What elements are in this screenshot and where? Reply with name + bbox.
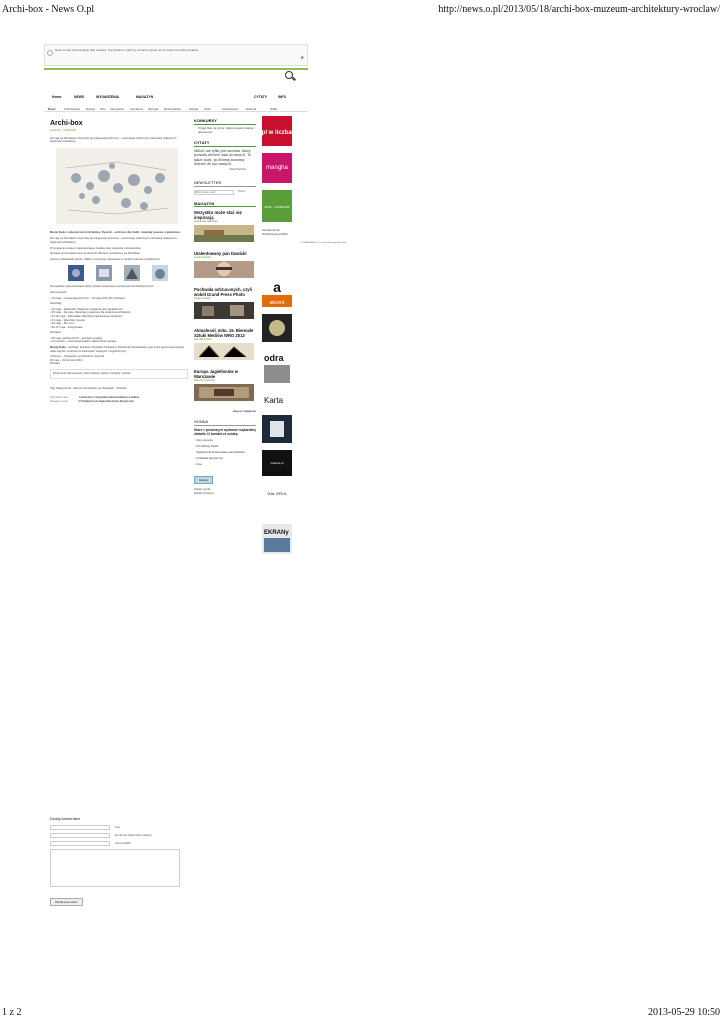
nav-magazyn[interactable]: MAGAZYN [136, 95, 154, 99]
comment-name-label: Imię [115, 826, 120, 829]
sonda-options [194, 438, 256, 466]
article-tags[interactable]: Tagi: Maciej Siuda · Muzeum Architektury we Wrocławiu · Wrocław [50, 386, 127, 390]
ad-ekran-text: EKRANy [264, 530, 289, 536]
article-photo [56, 148, 178, 224]
ad-green-banner[interactable] [262, 190, 292, 222]
ad-gal-text: GAL ERI A [267, 491, 287, 496]
nav-home[interactable]: Home [52, 95, 62, 99]
magazine-item-image[interactable] [194, 343, 254, 360]
magazine-item-author: Mateusz Trzebiński [194, 378, 215, 382]
magazine-item-author: Jacek Szulerski [194, 255, 211, 259]
magazine-item-author: Łukasz Cięślak [194, 296, 211, 300]
magazine-item-author: Aleksandra Jabłońska [194, 219, 218, 223]
konkursy-text[interactable]: Przyjęli blaty na stronę, zdjęcia projektu Gdańsk i gleę Europa [198, 127, 255, 134]
main-nav [44, 93, 308, 101]
middle-sidebar [194, 118, 256, 495]
quote-author: Józef Tischner [229, 168, 246, 171]
ad-odra-banner[interactable] [262, 349, 292, 385]
subnav-architektura[interactable]: Architektura [64, 107, 81, 111]
subnav-architektura-2[interactable]: Architektura [222, 107, 239, 111]
ad-kino-banner[interactable] [262, 314, 292, 342]
magazine-item-title[interactable]: Pochwała odrzuconych, czyli wokół Grand Press Photo [194, 286, 252, 297]
gallery-thumb[interactable] [96, 265, 112, 281]
sonda-results-link[interactable]: Zobacz wyniki [194, 488, 211, 492]
comment-form-title: Dodaj komentarz [50, 816, 81, 821]
sonda-option[interactable]: ○ Inne [194, 462, 256, 466]
comment-email-label: E-mail (do wiadomości redakcji) [115, 834, 152, 837]
sonda-option[interactable]: ○ Dni Wolnej Sztuki [194, 444, 256, 448]
subnav-film[interactable]: Film [100, 107, 106, 111]
ad-dark-banner[interactable] [262, 415, 292, 443]
ad-akcent-banner[interactable] [262, 277, 292, 307]
sonda-vote-button[interactable]: Głosuj [194, 476, 213, 484]
more-magazine-link[interactable]: więcej z magazynu [232, 409, 256, 413]
magazine-item-image[interactable] [194, 384, 254, 401]
magazine-item[interactable] [194, 251, 256, 287]
newsletter-input[interactable] [194, 190, 234, 195]
side-ad-text: © O.REKLAMY & Co. Lunch Sensory Spot Free [300, 242, 347, 244]
comment-form [50, 816, 190, 908]
magazine-item-author: Ewa Wilczyńska [194, 337, 212, 341]
subnav-literatura[interactable]: Literatura [130, 107, 143, 111]
gallery-thumb[interactable] [124, 265, 140, 281]
ad-green-text: 11/05 – 23/06/2015 [264, 205, 290, 209]
comment-www-field[interactable] [50, 841, 131, 846]
konkursy-title: KONKURSY [194, 118, 256, 125]
article-closing: Wydarzenie dla pracowni, szkół, kolekcji i galerii, produkcji i wystaw. [50, 369, 188, 379]
subnav-walki[interactable]: Walki [270, 107, 278, 111]
ad-akcent-text: akcent [269, 300, 285, 306]
magazine-item-title[interactable]: Wszystko może stać się inspiracją [194, 209, 242, 220]
prev-label: Poprzedni news [50, 396, 69, 400]
quote-text: Miłość nie tylko jest mostem, który pozwala dotrzeć nam do innych. To także most, po którym możemy dotrzeć do nas samych. [194, 149, 251, 166]
sonda-title: SONDA [194, 419, 256, 426]
ad-mangha-banner[interactable] [262, 153, 292, 183]
article-title: Archi-box [50, 120, 83, 127]
pdf-header-title: Archi-box - News O.pl [2, 4, 95, 15]
magazine-item-image[interactable] [194, 225, 254, 242]
subnav-design[interactable]: Design [86, 107, 96, 111]
cytaty-title: CYTATY [194, 140, 256, 147]
subnav-fotografia[interactable]: Fotografia [110, 107, 124, 111]
sonda-archive-link[interactable]: Zobacz archiwum [194, 491, 215, 495]
ad-culture-banner[interactable] [262, 450, 292, 476]
magazine-item[interactable] [194, 210, 256, 251]
article-body-2: Na wystawie zaprezentowano także projekty wyróżnione w konkursach architektonicznych. Harmonogram: • 18 maja – inauguracja Archi-box – 19 maja 2013 (Noc Muzeów) Warsztaty: • 19 maja – Zakamarki. Warsztaty projektowe dla najmłodszych • 25 maja – Na styku. Warsztaty projektowe dla studentów architektury • 20–22 maja – Mikroskala. Warsztat projektowania przestrzeni • 24 maja – Warsztaty rysunku • 26 maja – Box scen • 26–27 maja – Rozgrzewka Wystawa: • 28 maja, godzina 18.00 – wernisaż wystawy • 23 czerwca – prezentacja książki i zakończenie wystawy Maciej Siuda – architekt, absolwent Wydziału Architektury Politechniki Wrocławskiej, jego praca dyplomowa zdobyła wiele nagród i wyróżnień w konkursach krajowych i zagranicznych. Archi-box – Opowieści o architekturze. Rysunki 18 maja – 23 czerwca 2013 r. Wrocław [50, 285, 184, 366]
ad-odra-text: odra [264, 353, 284, 363]
next-link[interactable]: O Polakach w 2 etapie Electrolux Design Lab [78, 399, 134, 403]
subnav-nowe-media[interactable]: Nowe Media [164, 107, 181, 111]
article-nav [50, 396, 188, 403]
article-body: 18 maja we Wrocławiu rozpoczęły się inauguracje Archi-box – prezentacje cyklicznych prezentacji najlepszych dyplomów architektury. W programie wystawy zaprezentowane zostały prace studentów i absolwentów. Wystawa prezentowana jest w przestrzeni Muzeum Architektury we Wrocławiu. Autorzy przedstawili rysunki, makiety i koncepcje realizowane w ramach pracowni projektowych. [50, 237, 177, 261]
magazine-item-image[interactable] [194, 261, 254, 278]
comment-email-field[interactable] [50, 833, 152, 838]
gallery-thumb[interactable] [68, 265, 84, 281]
magazyn-title: MAGAZYN [194, 201, 256, 207]
nav-wydarzenia[interactable]: WYDARZENIA [96, 95, 119, 99]
sonda-option[interactable]: ○ Noc muzeów [194, 438, 256, 442]
ad-opl-banner[interactable] [255, 116, 299, 146]
ad-mangha-text: mangha [266, 165, 288, 171]
article-meta: Archi-box · 18.05.2013 [50, 129, 77, 132]
nav-news[interactable]: NEWS [74, 95, 85, 99]
subnav-news[interactable]: News [48, 107, 56, 111]
subnav-teatr[interactable]: Teatr [204, 107, 211, 111]
info-icon [47, 50, 53, 56]
next-label: Następny news [50, 399, 68, 403]
sonda-option[interactable]: ○ Festiwale artystyczne [194, 456, 256, 460]
comment-submit-button[interactable]: Wyślij komentarz [50, 898, 83, 906]
ad-ekran-banner[interactable] [262, 524, 292, 554]
cookie-banner: Nasz serwis wykorzystuje pliki cookies. Korzystanie z witryny oznacza zgodę na ich zapis lub wykorzystanie. ✕ [44, 44, 308, 66]
sonda-option[interactable]: ○ Wydarzenia finansowane samodzielnie [194, 450, 256, 454]
magazine-item-title[interactable]: Aktualność mitu. 15. Biennale Sztuki Mediów WRO 2013 [194, 327, 254, 338]
subnav-sztuka[interactable]: Sztuka [189, 107, 199, 111]
svg-text:a: a [273, 279, 281, 295]
subnav-muzyka[interactable]: Muzyka [148, 107, 159, 111]
nav-cytaty[interactable]: CYTATY [254, 95, 268, 99]
magazine-item-title[interactable]: Utalentowany pan Dawicki [194, 250, 247, 256]
article-lead: 18 maja we Wrocławiu rozpoczęły się inauguracje Archi-box – prezentacje cyklicznych prezentacji najlepszych dyplomów architektury [50, 136, 177, 144]
comment-www-label: Strona WWW [115, 842, 131, 845]
magazine-item-title[interactable]: Europa Jagiellonów w Warszawie [194, 368, 238, 379]
web-page [44, 40, 308, 904]
accent-bar [44, 68, 308, 70]
svg-text:Culture.pl: Culture.pl [270, 461, 284, 465]
magazine-item[interactable] [194, 369, 256, 410]
sub-nav [44, 106, 308, 112]
comment-textarea[interactable] [50, 849, 180, 887]
ad-karta-text: Karta [264, 396, 284, 405]
pdf-header-url: http://news.o.pl/2013/05/18/archi-box-muzeum-architektury-wroclaw/ [438, 4, 720, 15]
pdf-footer-page: 1 z 2 [2, 1007, 22, 1018]
ad-text-block[interactable]: Ośrodek Sztuki Współczesnej ŁAŹNIA [262, 229, 288, 236]
magazine-item[interactable] [194, 287, 256, 328]
pdf-footer-datetime: 2013-05-29 10:50 [648, 1007, 720, 1018]
newsletter-button[interactable]: Zapisz [238, 190, 246, 194]
search-icon[interactable] [285, 71, 293, 79]
article [50, 120, 188, 403]
ad-karta-banner[interactable] [262, 392, 292, 408]
ad-opl-text: O.pl w liczbach [255, 130, 299, 136]
ad-column [255, 116, 299, 561]
photo-caption: Maciej Siuda i Laboratorium Architektury, Rysunki – archi-box dla źródło: materiały prasowe organizatora [50, 230, 180, 234]
close-icon[interactable]: ✕ [300, 55, 304, 60]
comment-name-field[interactable] [50, 825, 120, 830]
ad-gal-banner[interactable] [262, 483, 292, 517]
magazine-item[interactable] [194, 328, 256, 369]
newsletter-title: NEWSLETTER [194, 180, 256, 187]
magazine-item-image[interactable] [194, 302, 254, 319]
subnav-historia[interactable]: Historia [246, 107, 257, 111]
gallery-thumb[interactable] [152, 265, 168, 281]
sonda-question: Które z poniższych wydarzeń najbardziej ułatwiło Ci kontakt ze sztuką: [194, 428, 256, 437]
nav-info[interactable]: INFO [278, 95, 287, 99]
gallery-thumbs [68, 265, 188, 281]
prev-link[interactable]: Lali Hunter z fotografią dokumentalną w Lublinie [79, 396, 140, 400]
